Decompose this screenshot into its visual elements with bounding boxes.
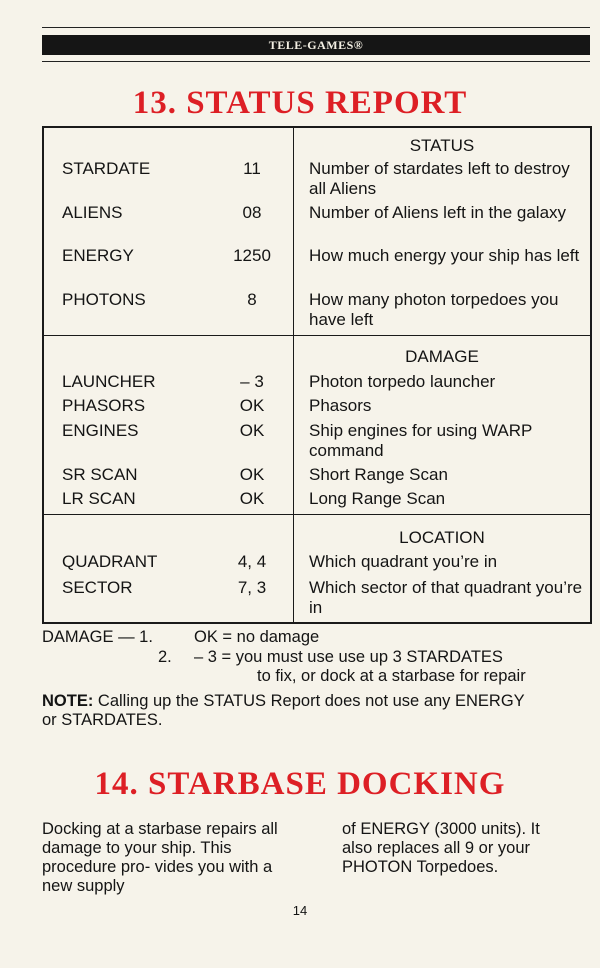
location-header: LOCATION bbox=[399, 528, 485, 547]
location-value-quadrant: 4, 4 bbox=[237, 552, 267, 571]
location-desc-sector: Which sector of that quadrant you’re in bbox=[309, 578, 583, 617]
status-value-aliens: 08 bbox=[242, 203, 262, 222]
location-label-quadrant: QUADRANT bbox=[62, 552, 158, 571]
status-note bbox=[42, 692, 542, 730]
damage-header: DAMAGE bbox=[405, 347, 479, 366]
page-number: 14 bbox=[292, 903, 308, 918]
damage-label-launcher: LAUNCHER bbox=[62, 372, 156, 391]
status-label-photons: PHOTONS bbox=[62, 290, 146, 309]
location-value-sector: 7, 3 bbox=[237, 578, 267, 597]
damage-desc-sr-scan: Short Range Scan bbox=[309, 465, 448, 484]
note-text: Calling up the STATUS Report does not use any ENERGY or STARDATES. bbox=[42, 692, 525, 729]
status-label-stardate: STARDATE bbox=[62, 159, 151, 178]
status-value-stardate: 11 bbox=[243, 159, 261, 178]
damage-label-phasors: PHASORS bbox=[62, 396, 146, 415]
status-label-aliens: ALIENS bbox=[62, 203, 123, 222]
status-desc-aliens: Number of Aliens left in the galaxy bbox=[309, 203, 567, 222]
location-desc-quadrant: Which quadrant you’re in bbox=[309, 552, 498, 571]
note-label: NOTE: bbox=[42, 692, 94, 710]
docking-text-column-2: of ENERGY (3000 units). It also replaces all 9 or your PHOTON Torpedoes. bbox=[342, 820, 540, 876]
table-divider-location bbox=[44, 514, 590, 515]
damage-value-launcher: – 3 bbox=[240, 372, 264, 391]
status-value-energy: 1250 bbox=[233, 246, 271, 265]
damage-label-engines: ENGINES bbox=[62, 421, 139, 440]
damage-note-line-2a: – 3 = you must use use up 3 STARDATES bbox=[194, 648, 503, 666]
section-13-title: 13. STATUS REPORT bbox=[132, 85, 468, 121]
status-value-photons: 8 bbox=[247, 290, 257, 309]
section-14-title: 14. STARBASE DOCKING bbox=[94, 766, 506, 802]
damage-value-sr-scan: OK bbox=[239, 465, 265, 484]
damage-note-line-2b: to fix, or dock at a starbase for repair bbox=[257, 667, 526, 685]
damage-desc-engines: Ship engines for using WARP command bbox=[309, 421, 533, 460]
header-banner: TELE-GAMES® bbox=[42, 35, 590, 55]
status-report-table bbox=[42, 126, 592, 624]
damage-note-prefix: DAMAGE — 1. bbox=[42, 628, 153, 646]
damage-desc-lr-scan: Long Range Scan bbox=[309, 489, 446, 508]
damage-value-lr-scan: OK bbox=[239, 489, 265, 508]
status-desc-photons: How many photon torpedoes you have left bbox=[309, 290, 559, 329]
damage-desc-launcher: Photon torpedo launcher bbox=[309, 372, 496, 391]
damage-value-phasors: OK bbox=[239, 396, 265, 415]
damage-note-line-1: OK = no damage bbox=[194, 628, 320, 646]
damage-value-engines: OK bbox=[239, 421, 265, 440]
status-header: STATUS bbox=[409, 136, 475, 155]
status-label-energy: ENERGY bbox=[62, 246, 134, 265]
location-label-sector: SECTOR bbox=[62, 578, 133, 597]
status-desc-stardate: Number of stardates left to destroy all Aliens bbox=[309, 159, 570, 198]
damage-desc-phasors: Phasors bbox=[309, 396, 372, 415]
damage-label-lr-scan: LR SCAN bbox=[62, 489, 136, 508]
docking-text-column-1: Docking at a starbase repairs all damage to your ship. This procedure pro- vides you with a new supply bbox=[42, 820, 278, 895]
damage-label-sr-scan: SR SCAN bbox=[62, 465, 138, 484]
damage-note-num-2: 2. bbox=[158, 648, 172, 666]
banner-rule bbox=[42, 61, 590, 62]
table-divider-damage bbox=[44, 335, 590, 336]
status-desc-energy: How much energy your ship has left bbox=[309, 246, 580, 265]
top-rule bbox=[42, 27, 590, 28]
